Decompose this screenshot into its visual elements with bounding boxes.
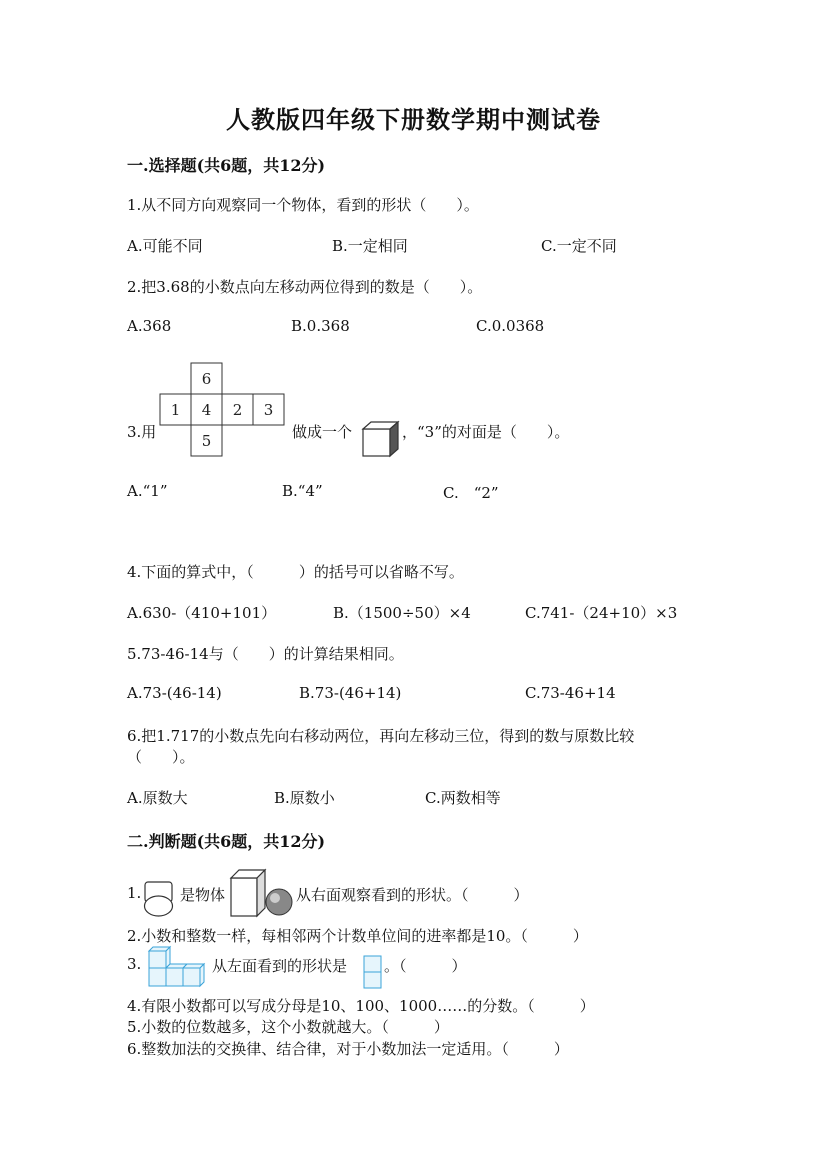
q6-option-c: C.两数相等 — [425, 789, 501, 807]
net-face-right: 2 — [232, 401, 243, 419]
q1-option-a: A.可能不同 — [127, 237, 203, 255]
question-6-line1: 6.把1.717的小数点先向右移动两位，再向左移动三位，得到的数与原数比较 — [127, 727, 635, 745]
q4-option-a: A.630-（410+101） — [127, 604, 277, 622]
cube-icon — [362, 421, 400, 457]
q4-option-c: C.741-（24+10）×3 — [525, 604, 678, 622]
q1-option-c: C.一定不同 — [541, 237, 617, 255]
judge-3-end: 。（ ） — [384, 957, 467, 975]
cube-net-diagram — [160, 362, 288, 456]
judge-5-text: 5.小数的位数越多，这个小数就越大。（ ） — [127, 1018, 449, 1036]
cuboid-with-ball-icon — [229, 868, 295, 918]
q6-option-a: A.原数大 — [127, 789, 188, 807]
judge-3-tail: 从左面看到的形状是 — [212, 957, 348, 975]
judge-6-text: 6.整数加法的交换律、结合律，对于小数加法一定适用。（ ） — [127, 1040, 569, 1058]
net-face-center: 4 — [201, 401, 212, 419]
section-heading-judgement: 二.判断题(共6题，共12分) — [127, 832, 326, 851]
q2-option-a: A.368 — [127, 317, 172, 335]
question-3-prefix: 3.用 — [127, 423, 157, 441]
q4-option-b: B.（1500÷50）×4 — [333, 604, 471, 622]
net-face-bottom: 5 — [201, 432, 212, 450]
q2-option-c: C.0.0368 — [476, 317, 545, 335]
q3-option-b: B.“4” — [282, 482, 323, 500]
question-4-text: 4.下面的算式中，（ ）的括号可以省略不写。 — [127, 563, 464, 581]
q5-option-b: B.73-(46+14) — [299, 684, 402, 702]
q3-option-c: C. “2” — [443, 484, 499, 502]
question-3-middle: 做成一个 — [292, 423, 353, 441]
judge-1-num: 1. — [127, 884, 142, 902]
q1-option-b: B.一定相同 — [332, 237, 408, 255]
question-2-text: 2.把3.68的小数点向左移动两位得到的数是（ ）。 — [127, 278, 483, 296]
q2-option-b: B.0.368 — [291, 317, 350, 335]
question-1-text: 1.从不同方向观察同一个物体，看到的形状（ ）。 — [127, 196, 479, 214]
judge-1-mid: 是物体 — [180, 886, 226, 904]
question-5-text: 5.73-46-14与（ ）的计算结果相同。 — [127, 645, 404, 663]
q5-option-a: A.73-(46-14) — [127, 684, 222, 702]
net-face-far-right: 3 — [263, 401, 274, 419]
judge-4-text: 4.有限小数都可以写成分母是10、100、1000……的分数。（ ） — [127, 997, 595, 1015]
judge-1-tail: 从右面观察看到的形状。（ ） — [296, 886, 529, 904]
net-face-left: 1 — [170, 401, 181, 419]
net-face-top: 6 — [201, 370, 212, 388]
judge-2-text: 2.小数和整数一样，每相邻两个计数单位间的进率都是10。（ ） — [127, 927, 588, 945]
q5-option-c: C.73-46+14 — [525, 684, 616, 702]
q3-option-a: A.“1” — [127, 482, 168, 500]
left-view-shape-icon — [363, 955, 383, 991]
view-shape-square-circle-icon — [143, 880, 175, 918]
page-title: 人教版四年级下册数学期中测试卷 — [226, 105, 601, 134]
q6-option-b: B.原数小 — [274, 789, 335, 807]
section-heading-choice: 一.选择题(共6题，共12分) — [127, 156, 326, 175]
question-3-suffix: ，“3”的对面是（ ）。 — [402, 423, 570, 441]
judge-3-num: 3. — [127, 955, 142, 973]
cube-stack-icon — [146, 945, 206, 989]
question-6-line2: （ ）。 — [127, 748, 195, 766]
